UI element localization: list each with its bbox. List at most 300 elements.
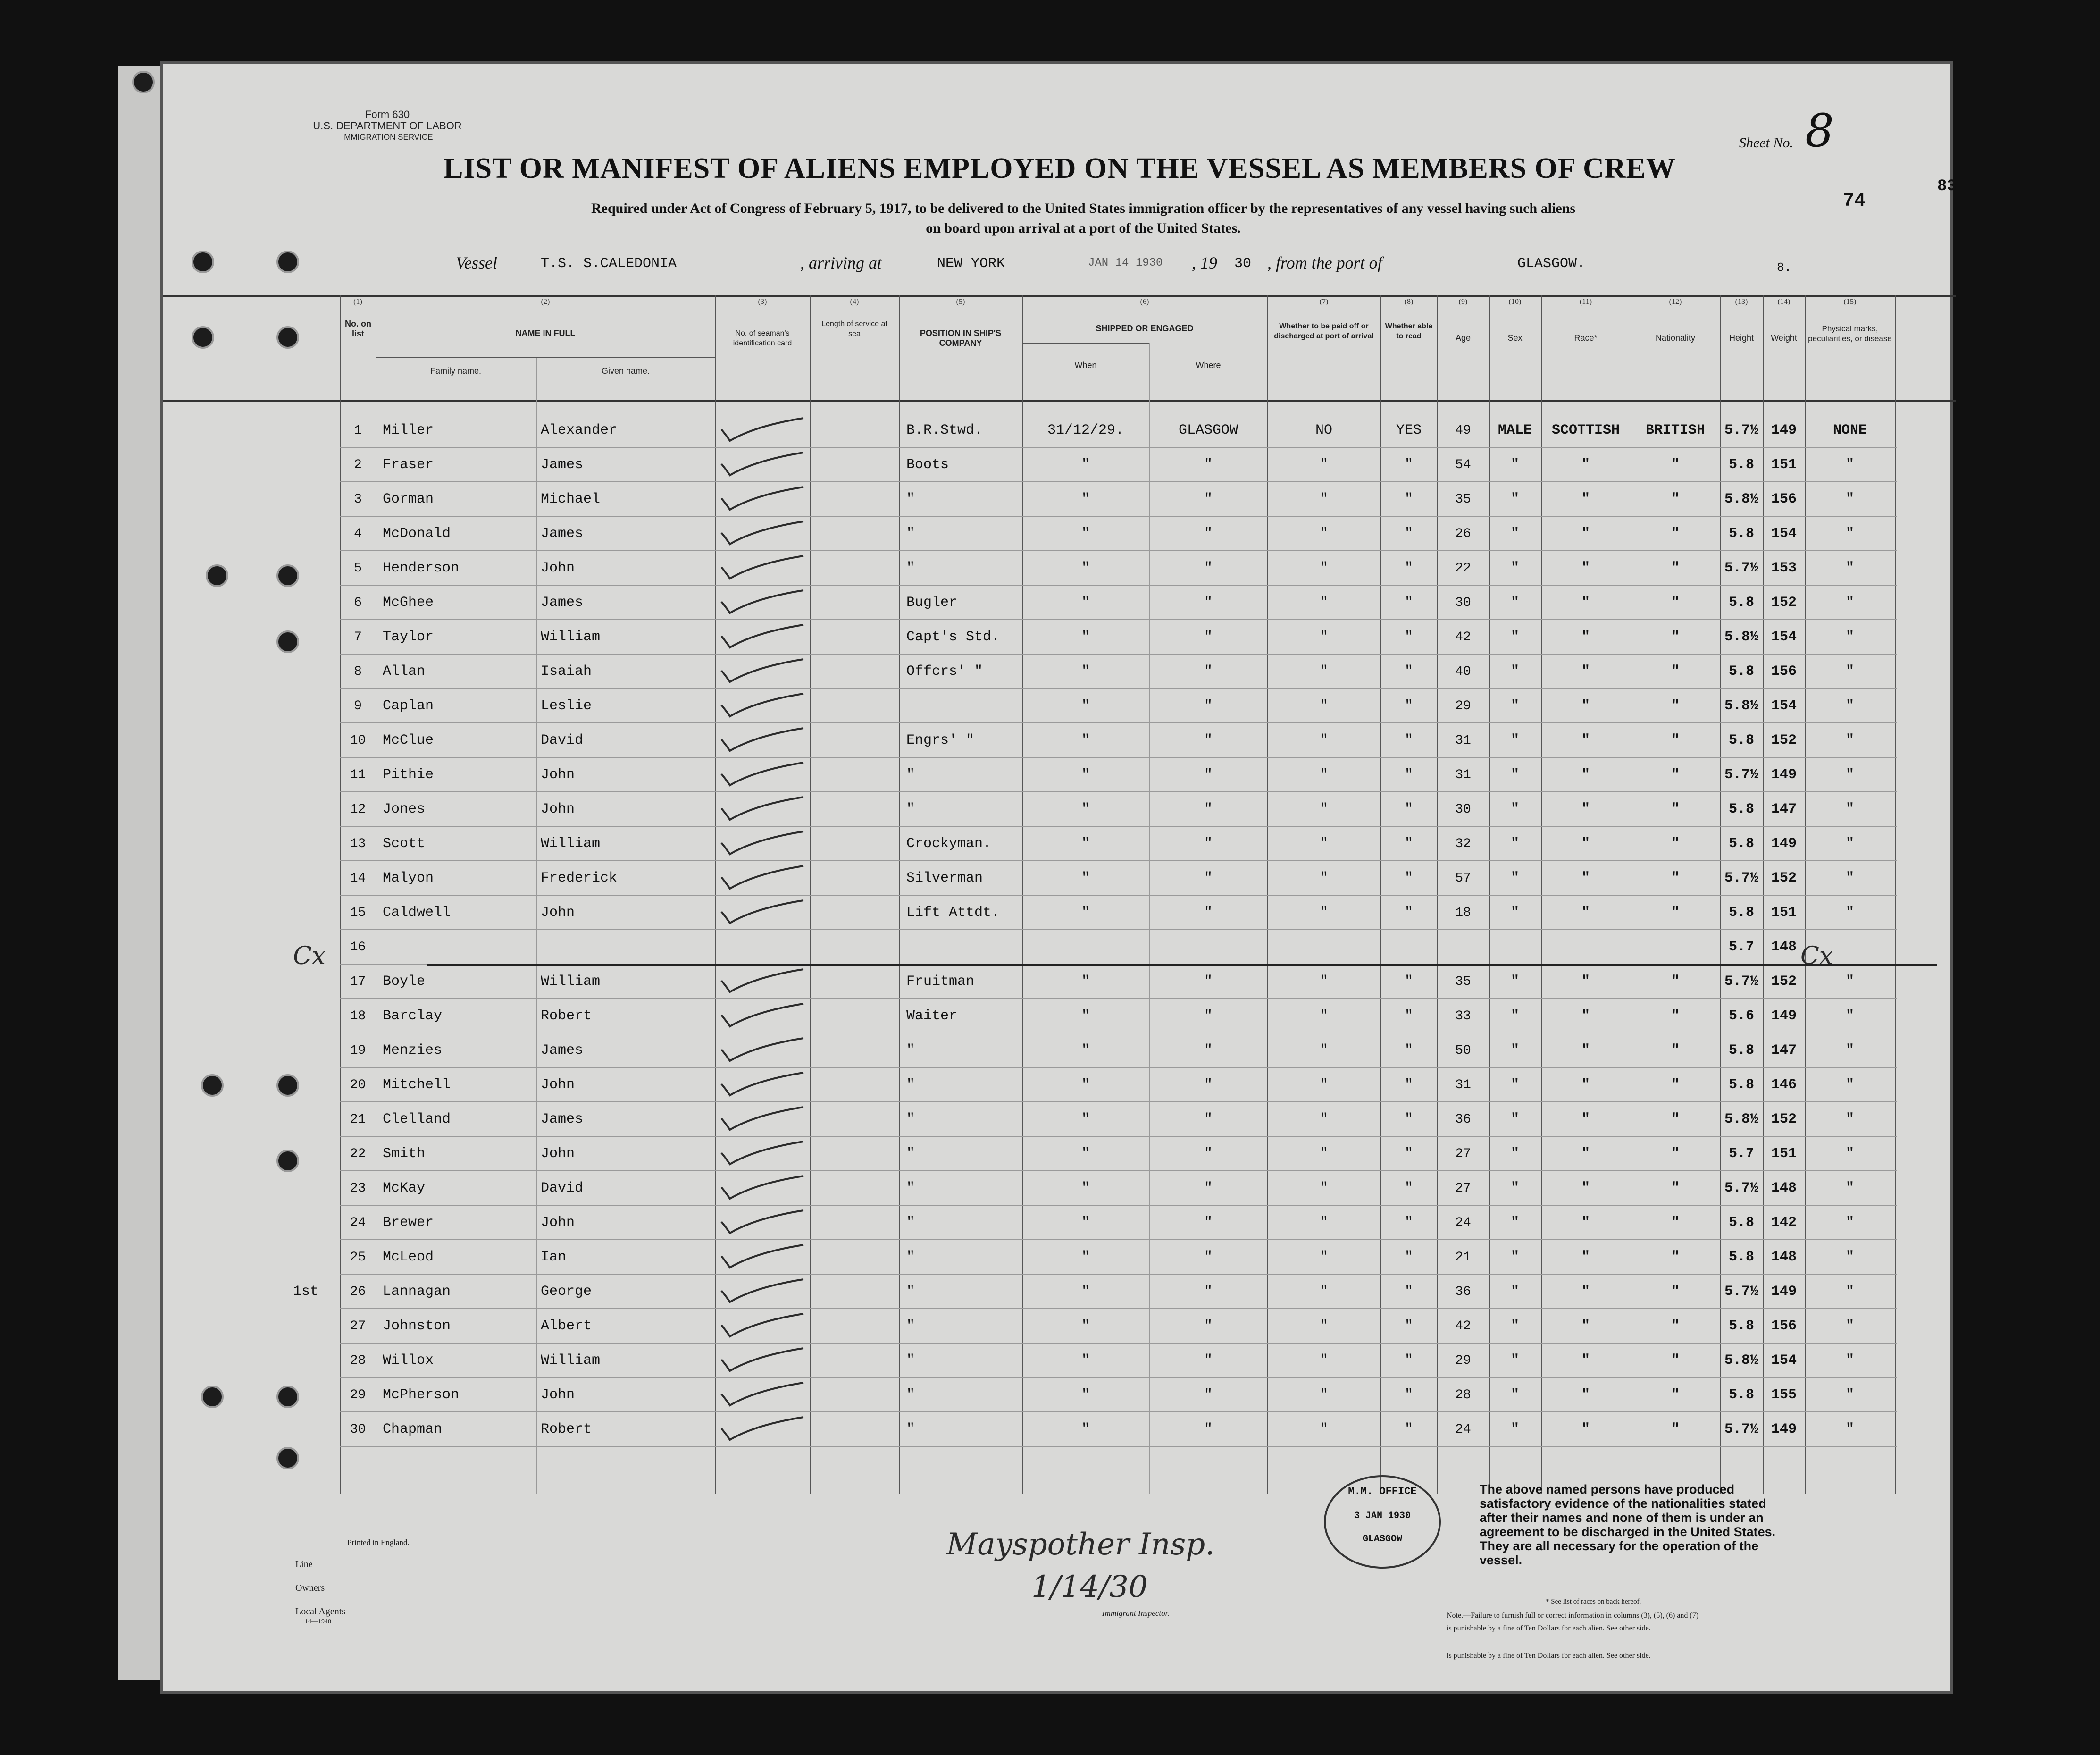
cell-no: 30 — [350, 1422, 366, 1437]
cell-age: 31 — [1455, 768, 1471, 782]
cell-family-name: Chapman — [383, 1421, 443, 1437]
col-number: (5) — [956, 298, 965, 306]
cell-race: " — [1581, 595, 1590, 611]
cell-height: 5.8 — [1728, 663, 1754, 680]
cell-given-name: George — [541, 1284, 592, 1300]
cell-weight: 154 — [1771, 629, 1797, 645]
col-header-physical-marks: Physical marks, peculiarities, or disease — [1808, 324, 1892, 343]
cell-where: " — [1204, 836, 1213, 852]
cell-weight: 149 — [1771, 836, 1797, 852]
table-row — [163, 1412, 1956, 1447]
cell-paid-off: " — [1319, 1008, 1328, 1024]
col-number: (9) — [1458, 298, 1468, 306]
col-header-when: When — [1074, 361, 1097, 370]
cell-given-name — [541, 930, 711, 965]
cell-weight: 156 — [1771, 663, 1797, 680]
col-header-age: Age — [1455, 333, 1471, 343]
cell-when — [1022, 930, 1149, 965]
cell-nationality: " — [1671, 526, 1680, 542]
cell-where: " — [1204, 1387, 1213, 1403]
cell-paid-off: " — [1319, 698, 1328, 714]
cell-when: " — [1081, 870, 1090, 886]
cell-sex: " — [1510, 1284, 1519, 1300]
manifest-sheet — [160, 61, 1957, 1694]
cell-family-name: Malyon — [383, 870, 434, 886]
col-header-given: Given name. — [601, 366, 650, 376]
cell-when: " — [1081, 1077, 1090, 1093]
cell-family-name: McDonald — [383, 526, 451, 542]
cell-paid-off: " — [1319, 1042, 1328, 1058]
cell-able-read: " — [1404, 698, 1413, 714]
cell-physical-marks: " — [1845, 1215, 1854, 1231]
check-mark-icon — [718, 692, 807, 720]
col-header-shipped: SHIPPED OR ENGAGED — [1096, 324, 1194, 333]
cell-age: 29 — [1455, 1353, 1471, 1368]
cell-given-name: John — [541, 560, 575, 576]
departure-port: GLASGOW. — [1517, 256, 1586, 272]
cell-height: 5.7½ — [1724, 1180, 1758, 1196]
col-number: (12) — [1669, 298, 1682, 306]
cell-no: 5 — [354, 561, 362, 576]
cell-family-name: Johnston — [383, 1318, 451, 1334]
cell-position: " — [906, 1284, 915, 1300]
cell-sex: " — [1510, 767, 1519, 783]
cell-paid-off: " — [1319, 526, 1328, 542]
year-suffix: 30 — [1234, 256, 1252, 272]
cell-height: 5.7½ — [1724, 422, 1758, 438]
cell-physical-marks: " — [1845, 1008, 1854, 1024]
cell-able-read: " — [1404, 1249, 1413, 1265]
cell-given-name: Ian — [541, 1249, 567, 1265]
cell-height: 5.7½ — [1724, 870, 1758, 886]
cell-position: " — [906, 491, 915, 507]
col-header-able-read: Whether able to read — [1385, 322, 1433, 340]
check-mark-icon — [718, 864, 807, 892]
cell-physical-marks: " — [1845, 974, 1854, 990]
cell-age — [1437, 930, 1489, 965]
cell-weight: 152 — [1771, 595, 1797, 611]
stamp-date: 3 JAN 1930 — [1354, 1511, 1411, 1521]
cell-age: 29 — [1455, 699, 1471, 714]
cell-race: " — [1581, 1077, 1590, 1093]
check-mark-icon — [718, 1209, 807, 1237]
check-mark-icon — [718, 1312, 807, 1340]
cell-able-read — [1380, 930, 1437, 965]
cell-able-read: " — [1404, 870, 1413, 886]
col-number: (15) — [1843, 298, 1857, 306]
cell-physical-marks: " — [1845, 1111, 1854, 1127]
cell-position: " — [906, 801, 915, 817]
cell-when: " — [1081, 1318, 1090, 1334]
cell-physical-marks: " — [1845, 1249, 1854, 1265]
cell-position: Boots — [906, 457, 949, 473]
cell-sex: " — [1510, 1352, 1519, 1369]
cell-age: 21 — [1455, 1250, 1471, 1265]
cell-family-name: Smith — [383, 1146, 426, 1162]
cell-physical-marks: " — [1845, 457, 1854, 473]
cell-nationality: " — [1671, 1215, 1680, 1231]
cell-weight: 142 — [1771, 1215, 1797, 1231]
cell-no: 7 — [354, 630, 362, 645]
binding-hole — [132, 71, 155, 93]
table-row — [163, 655, 1956, 689]
check-mark-icon — [718, 830, 807, 858]
cell-nationality: " — [1671, 457, 1680, 473]
cell-sex: " — [1510, 1318, 1519, 1334]
cell-age: 24 — [1455, 1422, 1471, 1437]
cell-given-name: John — [541, 1146, 575, 1162]
cell-paid-off: " — [1319, 1387, 1328, 1403]
cell-able-read: " — [1404, 1352, 1413, 1369]
cell-able-read: " — [1404, 974, 1413, 990]
cell-family-name: Caplan — [383, 698, 434, 714]
col-header-sex: Sex — [1507, 333, 1523, 343]
cell-height: 5.7½ — [1724, 767, 1758, 783]
cell-nationality: " — [1671, 905, 1680, 921]
deleted-mark-right: Cx — [1800, 942, 1833, 970]
cell-able-read: " — [1404, 905, 1413, 921]
deleted-mark-left: Cx — [293, 942, 326, 970]
table-row — [163, 413, 1956, 448]
cell-no: 2 — [354, 458, 362, 472]
col-header-no: No. on list — [345, 319, 371, 338]
cell-nationality: " — [1671, 767, 1680, 783]
form-number: Form 630 — [365, 109, 410, 120]
cell-race: " — [1581, 905, 1590, 921]
cell-nationality: " — [1671, 595, 1680, 611]
cell-no: 28 — [350, 1353, 366, 1368]
cell-able-read: " — [1404, 1215, 1413, 1231]
cell-height: 5.8½ — [1724, 1352, 1758, 1369]
cell-position: Engrs' " — [906, 732, 975, 748]
cell-weight: 156 — [1771, 1318, 1797, 1334]
note-line3: is punishable by a fine of Ten Dollars for each alien. See other side. — [1447, 1652, 1651, 1660]
cell-paid-off: " — [1319, 974, 1328, 990]
cell-age: 35 — [1455, 974, 1471, 989]
cell-paid-off: " — [1319, 1318, 1328, 1334]
table-header-rule — [163, 400, 1956, 402]
table-row — [163, 1068, 1956, 1102]
check-mark-icon — [718, 554, 807, 582]
check-mark-icon — [718, 1381, 807, 1409]
table-row — [163, 723, 1956, 758]
col-number: (4) — [850, 298, 859, 306]
cell-race: " — [1581, 870, 1590, 886]
cell-given-name: James — [541, 595, 584, 611]
cell-able-read: YES — [1396, 422, 1422, 438]
cell-given-name: John — [541, 1077, 575, 1093]
cell-weight: 151 — [1771, 457, 1797, 473]
cell-no: 13 — [350, 837, 366, 851]
cell-able-read: " — [1404, 1421, 1413, 1437]
cell-age: 24 — [1455, 1216, 1471, 1230]
cell-nationality: " — [1671, 1284, 1680, 1300]
check-mark-icon — [718, 761, 807, 789]
cell-family-name: Clelland — [383, 1111, 451, 1127]
cell-age: 40 — [1455, 664, 1471, 679]
cell-paid-off: " — [1319, 595, 1328, 611]
department-name: U.S. DEPARTMENT OF LABOR — [313, 120, 462, 132]
cell-sex: " — [1510, 1042, 1519, 1058]
crew-table-body — [163, 413, 1956, 1499]
cell-given-name: James — [541, 526, 584, 542]
cell-position: Fruitman — [906, 974, 975, 990]
col-header-id-card: No. of seaman's identification card — [733, 329, 792, 347]
cell-no: 6 — [354, 596, 362, 610]
cell-age: 31 — [1455, 1078, 1471, 1092]
cell-where: " — [1204, 1249, 1213, 1265]
cell-race: " — [1581, 1008, 1590, 1024]
cell-where: " — [1204, 1352, 1213, 1369]
cell-no: 11 — [350, 768, 366, 782]
cell-no: 14 — [350, 871, 366, 886]
cell-paid-off — [1267, 930, 1380, 965]
cell-no: 3 — [354, 492, 362, 507]
cell-when: " — [1081, 595, 1090, 611]
col-header-height: Height — [1729, 333, 1754, 343]
cell-able-read: " — [1404, 1180, 1413, 1196]
note-line2: is punishable by a fine of Ten Dollars for each alien. See other side. — [1447, 1624, 1651, 1632]
cell-sex: " — [1510, 663, 1519, 680]
agents-code: 14—1940 — [305, 1618, 331, 1625]
cell-when: " — [1081, 1249, 1090, 1265]
col-number: (7) — [1319, 298, 1329, 306]
cell-paid-off: " — [1319, 732, 1328, 748]
cell-weight: 153 — [1771, 560, 1797, 576]
binding-hole — [276, 251, 299, 273]
cell-given-name: William — [541, 629, 601, 645]
cell-physical-marks: " — [1845, 870, 1854, 886]
cell-paid-off: NO — [1315, 422, 1332, 438]
cell-given-name: Albert — [541, 1318, 592, 1334]
cell-physical-marks: " — [1845, 767, 1854, 783]
cell-able-read: " — [1404, 629, 1413, 645]
cell-height: 5.8 — [1728, 836, 1754, 852]
cell-family-name: Pithie — [383, 767, 434, 783]
cell-sex: " — [1510, 1387, 1519, 1403]
check-mark-icon — [718, 416, 807, 445]
cell-position: " — [906, 1111, 915, 1127]
sheet-label: Sheet No. — [1739, 135, 1793, 151]
cell-sex: " — [1510, 1008, 1519, 1024]
owners-label: Owners — [295, 1583, 325, 1593]
col-header-name: NAME IN FULL — [515, 328, 576, 338]
cell-when: " — [1081, 1008, 1090, 1024]
cell-height: 5.8 — [1728, 1077, 1754, 1093]
col-header-position: POSITION IN SHIP'S COMPANY — [920, 328, 1002, 348]
cell-physical-marks: " — [1845, 526, 1854, 542]
cell-able-read: " — [1404, 560, 1413, 576]
cell-where: " — [1204, 629, 1213, 645]
inspector-signature: Mayspother Insp. — [946, 1527, 1215, 1562]
cell-physical-marks: " — [1845, 629, 1854, 645]
cell-weight: 152 — [1771, 974, 1797, 990]
cell-nationality: " — [1671, 1387, 1680, 1403]
cell-position: " — [906, 1180, 915, 1196]
cell-able-read: " — [1404, 1146, 1413, 1162]
cell-position: " — [906, 1421, 915, 1437]
col-header-length: Length of service at sea — [821, 320, 887, 338]
cell-age: 54 — [1455, 458, 1471, 472]
cell-weight: 149 — [1771, 422, 1797, 438]
cell-height: 5.8 — [1728, 1318, 1754, 1334]
cell-family-name: Boyle — [383, 974, 426, 990]
cell-age: 36 — [1455, 1285, 1471, 1299]
cell-given-name: David — [541, 732, 584, 748]
col-header-race: Race* — [1574, 333, 1598, 343]
cell-family-name: McPherson — [383, 1387, 460, 1403]
cell-family-name: Henderson — [383, 560, 460, 576]
cell-age: 57 — [1455, 871, 1471, 886]
cell-position: Offcrs' " — [906, 663, 983, 680]
col-header-nationality: Nationality — [1655, 333, 1696, 343]
cell-no: 15 — [350, 906, 366, 920]
cell-when: " — [1081, 1421, 1090, 1437]
cell-position — [906, 930, 1020, 965]
cell-paid-off: " — [1319, 905, 1328, 921]
cell-physical-marks: " — [1845, 1146, 1854, 1162]
cell-weight: 156 — [1771, 491, 1797, 507]
cell-paid-off: " — [1319, 1077, 1328, 1093]
cell-no: 22 — [350, 1147, 366, 1161]
cell-family-name: Taylor — [383, 629, 434, 645]
cell-physical-marks: NONE — [1832, 422, 1867, 438]
cell-family-name: Lannagan — [383, 1284, 451, 1300]
cell-weight: 151 — [1771, 1146, 1797, 1162]
service-name: IMMIGRATION SERVICE — [342, 133, 433, 142]
cell-height: 5.6 — [1728, 1008, 1754, 1024]
cell-sex: " — [1510, 526, 1519, 542]
corner-number: 74 — [1843, 191, 1866, 212]
cell-weight: 146 — [1771, 1077, 1797, 1093]
cell-race: " — [1581, 526, 1590, 542]
table-row — [163, 586, 1956, 620]
cell-when: " — [1081, 801, 1090, 817]
cell-given-name: John — [541, 905, 575, 921]
cell-paid-off: " — [1319, 560, 1328, 576]
printed-in: Printed in England. — [347, 1538, 410, 1547]
cell-nationality: " — [1671, 1077, 1680, 1093]
table-row — [163, 792, 1956, 827]
cell-where: " — [1204, 870, 1213, 886]
cell-race: " — [1581, 629, 1590, 645]
table-row — [163, 1378, 1956, 1412]
cell-race: " — [1581, 560, 1590, 576]
cell-physical-marks: " — [1845, 1042, 1854, 1058]
cell-where: " — [1204, 1077, 1213, 1093]
col-number: (11) — [1579, 298, 1592, 306]
cell-no: 26 — [350, 1285, 366, 1299]
arriving-label: , arriving at — [800, 253, 882, 272]
cell-when: " — [1081, 836, 1090, 852]
cell-nationality: " — [1671, 1008, 1680, 1024]
cell-race: " — [1581, 1421, 1590, 1437]
table-row — [163, 482, 1956, 517]
cell-sex: " — [1510, 1146, 1519, 1162]
cell-race: " — [1581, 1111, 1590, 1127]
table-row — [163, 965, 1956, 999]
cell-weight: 148 — [1771, 1180, 1797, 1196]
cell-paid-off: " — [1319, 801, 1328, 817]
cell-where: " — [1204, 1008, 1213, 1024]
cell-physical-marks: " — [1845, 595, 1854, 611]
cell-family-name: Jones — [383, 801, 426, 817]
cell-where — [1149, 930, 1267, 965]
cell-position: " — [906, 1077, 915, 1093]
cell-paid-off: " — [1319, 836, 1328, 852]
cell-age: 27 — [1455, 1147, 1471, 1161]
cell-no: 4 — [354, 527, 362, 541]
cell-able-read: " — [1404, 801, 1413, 817]
col-header-weight: Weight — [1771, 333, 1797, 343]
cell-family-name: McClue — [383, 732, 434, 748]
check-mark-icon — [718, 1277, 807, 1306]
cell-weight: 155 — [1771, 1387, 1797, 1403]
cell-sex: " — [1510, 491, 1519, 507]
cell-where: GLASGOW — [1178, 422, 1238, 438]
binding-hole — [192, 326, 214, 349]
cell-where: " — [1204, 974, 1213, 990]
table-row — [163, 930, 1956, 965]
cell-family-name: McGhee — [383, 595, 434, 611]
cell-weight: 149 — [1771, 1284, 1797, 1300]
cell-when: " — [1081, 1284, 1090, 1300]
cell-race: " — [1581, 767, 1590, 783]
cell-sex — [1489, 930, 1541, 965]
cell-position — [906, 689, 1020, 723]
stamp-top: M.M. OFFICE — [1348, 1486, 1417, 1497]
cell-weight: 152 — [1771, 1111, 1797, 1127]
local-agents-label: Local Agents — [295, 1606, 346, 1617]
cell-position: Bugler — [906, 595, 958, 611]
cell-able-read: " — [1404, 732, 1413, 748]
cell-nationality: " — [1671, 491, 1680, 507]
cell-no: 25 — [350, 1250, 366, 1265]
check-mark-icon — [718, 657, 807, 686]
cell-nationality: " — [1671, 1352, 1680, 1369]
col-header-where: Where — [1196, 361, 1221, 370]
cell-no: 20 — [350, 1078, 366, 1092]
cell-when: " — [1081, 560, 1090, 576]
cell-where: " — [1204, 698, 1213, 714]
check-mark-icon — [718, 520, 807, 548]
race-note: * See list of races on back hereof. — [1546, 1598, 1641, 1605]
col-number: (6) — [1140, 298, 1149, 306]
cell-physical-marks: " — [1845, 1421, 1854, 1437]
cell-sex: " — [1510, 595, 1519, 611]
cell-age: 36 — [1455, 1112, 1471, 1127]
stamp-bottom: GLASGOW — [1362, 1534, 1402, 1545]
cell-no: 27 — [350, 1319, 366, 1334]
cell-given-name: John — [541, 1215, 575, 1231]
cell-when: " — [1081, 732, 1090, 748]
cell-physical-marks: " — [1845, 1318, 1854, 1334]
strikethrough-line — [427, 964, 1937, 966]
cell-weight: 151 — [1771, 905, 1797, 921]
cell-physical-marks: " — [1845, 905, 1854, 921]
check-mark-icon — [718, 623, 807, 651]
cell-where: " — [1204, 526, 1213, 542]
cell-given-name: John — [541, 767, 575, 783]
cell-age: 42 — [1455, 630, 1471, 645]
cell-paid-off: " — [1319, 767, 1328, 783]
voyage-line — [456, 253, 1918, 281]
cell-given-name: William — [541, 974, 601, 990]
cell-age: 30 — [1455, 802, 1471, 817]
binding-hole — [192, 251, 214, 273]
cell-able-read: " — [1404, 1284, 1413, 1300]
cell-sex: " — [1510, 836, 1519, 852]
